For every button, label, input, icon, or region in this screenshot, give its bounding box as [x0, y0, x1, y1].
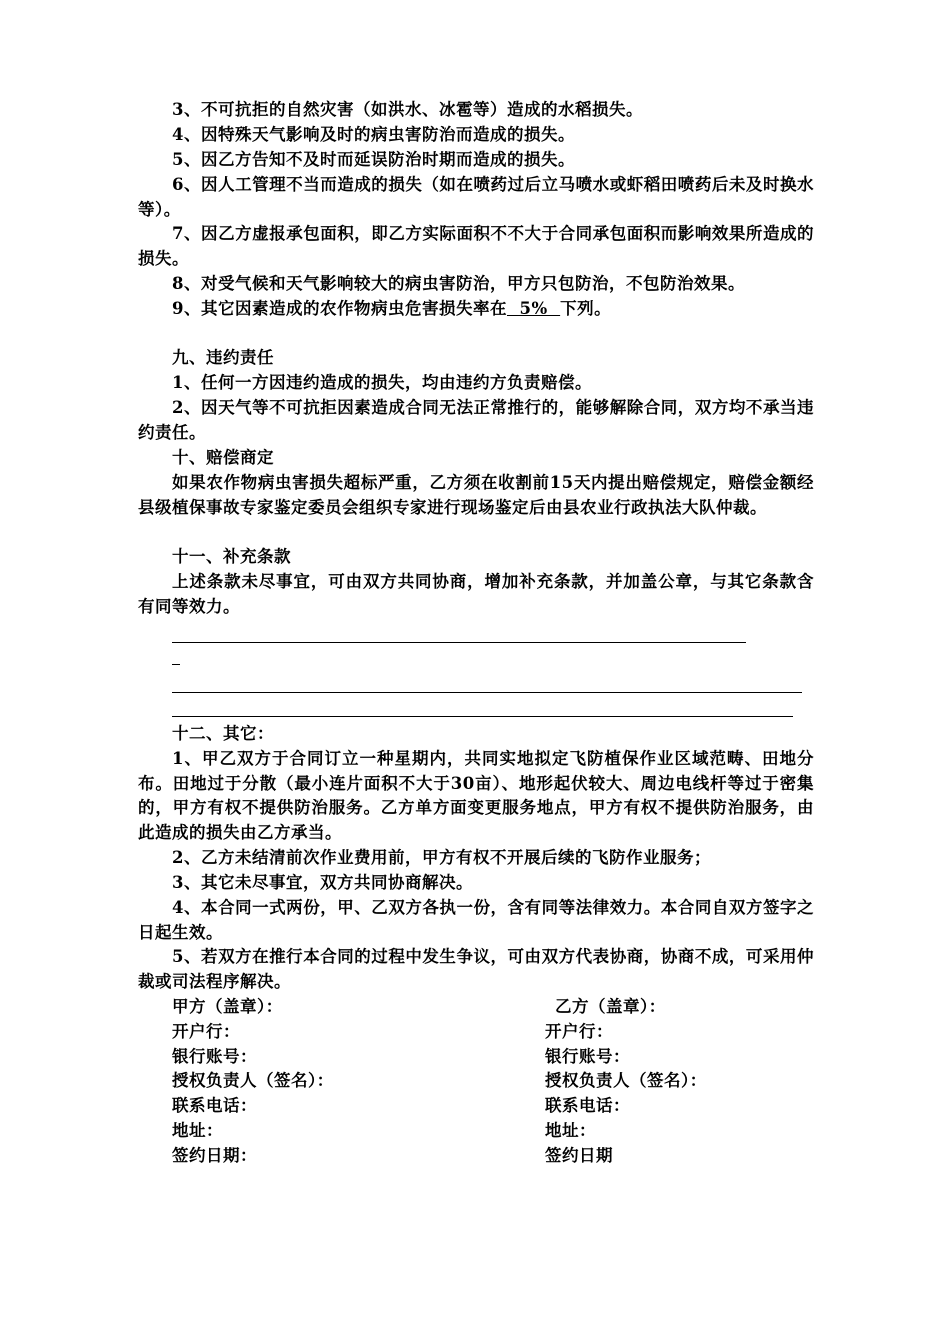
clause-8-9-suffix: 下列。 [560, 299, 612, 318]
party-a-block [172, 995, 334, 1169]
clause-8-9 [138, 297, 814, 322]
section-10-heading: 十、赔偿商定 [172, 448, 274, 467]
clause-9-1: 1、任何一方因违约造成的损失，均由违约方负责赔偿。 [172, 373, 592, 392]
clause-8-4: 4、因特殊天气影响及时的病虫害防治而造成的损失。 [172, 125, 575, 144]
section-11-heading: 十一、补充条款 [172, 547, 291, 566]
party-b-address: 地址： [545, 1120, 596, 1140]
blank-line [172, 642, 746, 643]
clause-12-2: 2、乙方未结清前次作业费用前，甲方有权不开展后续的飞防作业服务； [172, 848, 711, 867]
loss-rate-value: 5% [506, 299, 561, 318]
section-11-body: 上述条款未尽事宜，可由双方共同协商，增加补充条款，并加盖公章，与其它条款含有同等效力。 [138, 572, 814, 616]
clause-8-5: 5、因乙方告知不及时而延误防治时期而造成的损失。 [172, 150, 575, 169]
party-a-seal: 甲方（盖章）： [172, 997, 283, 1016]
party-b-date: 签约日期 [545, 1145, 613, 1165]
section-9-heading: 九、违约责任 [172, 348, 274, 367]
clause-12-3: 3、其它未尽事宜，双方共同协商解决。 [172, 873, 473, 892]
party-b-seal: 乙方（盖章）： [555, 997, 666, 1016]
party-b-block [545, 995, 707, 1169]
party-b-bank: 开户行： [545, 1021, 613, 1041]
party-a-address: 地址： [172, 1120, 223, 1140]
party-a-phone: 联系电话： [172, 1096, 257, 1116]
party-a-date: 签约日期： [172, 1145, 257, 1165]
section-12-heading: 十二、其它： [172, 724, 274, 743]
blank-line [172, 692, 802, 693]
clause-12-5: 5、若双方在推行本合同的过程中发生争议，可由双方代表协商，协商不成，可采用仲裁或司法程序解决。 [138, 947, 814, 991]
clause-12-4: 4、本合同一式两份，甲、乙双方各执一份，含有同等法律效力。本合同自双方签字之日起生效。 [138, 898, 814, 942]
clause-8-3: 3、不可抗拒的自然灾害（如洪水、冰雹等）造成的水稻损失。 [172, 100, 643, 119]
party-a-bank: 开户行： [172, 1021, 240, 1041]
party-a-representative: 授权负责人（签名）： [172, 1071, 334, 1091]
party-b-account: 银行账号： [545, 1046, 630, 1066]
clause-8-7: 7、因乙方虚报承包面积，即乙方实际面积不不大于合同承包面积而影响效果所造成的损失。 [138, 224, 814, 268]
party-b-representative: 授权负责人（签名）： [545, 1071, 707, 1091]
party-a-account: 银行账号： [172, 1046, 257, 1066]
blank-line [172, 716, 793, 717]
party-b-phone: 联系电话： [545, 1096, 630, 1116]
clause-8-9-prefix: 9、其它因素造成的农作物病虫危害损失率在 [172, 299, 507, 318]
clause-9-2: 2、因天气等不可抗拒因素造成合同无法正常推行的，能够解除合同，双方均不承当违约责任。 [138, 398, 814, 442]
clause-8-6: 6、因人工管理不当而造成的损失（如在喷药过后立马喷水或虾稻田喷药后未及时换水等）。 [138, 175, 814, 219]
clause-8-8: 8、对受气候和天气影响较大的病虫害防治，甲方只包防治，不包防治效果。 [172, 274, 745, 293]
clause-12-1: 1、甲乙双方于合同订立一种星期内，共同实地拟定飞防植保作业区域范畴、田地分布。田地过于分散（最小连片面积不大于30亩）、地形起伏较大、周边电线杆等过于密集的，甲方有权不提供防治服务。乙方单方面变更服务地点，甲方有权不提供防治服务，由此造成的损失由乙方承当。 [138, 749, 814, 842]
blank-line [172, 664, 180, 665]
section-10-body: 如果农作物病虫害损失超标严重，乙方须在收割前15天内提出赔偿规定，赔偿金额经县级植保事故专家鉴定委员会组织专家进行现场鉴定后由县农业行政执法大队仲裁。 [138, 473, 814, 517]
